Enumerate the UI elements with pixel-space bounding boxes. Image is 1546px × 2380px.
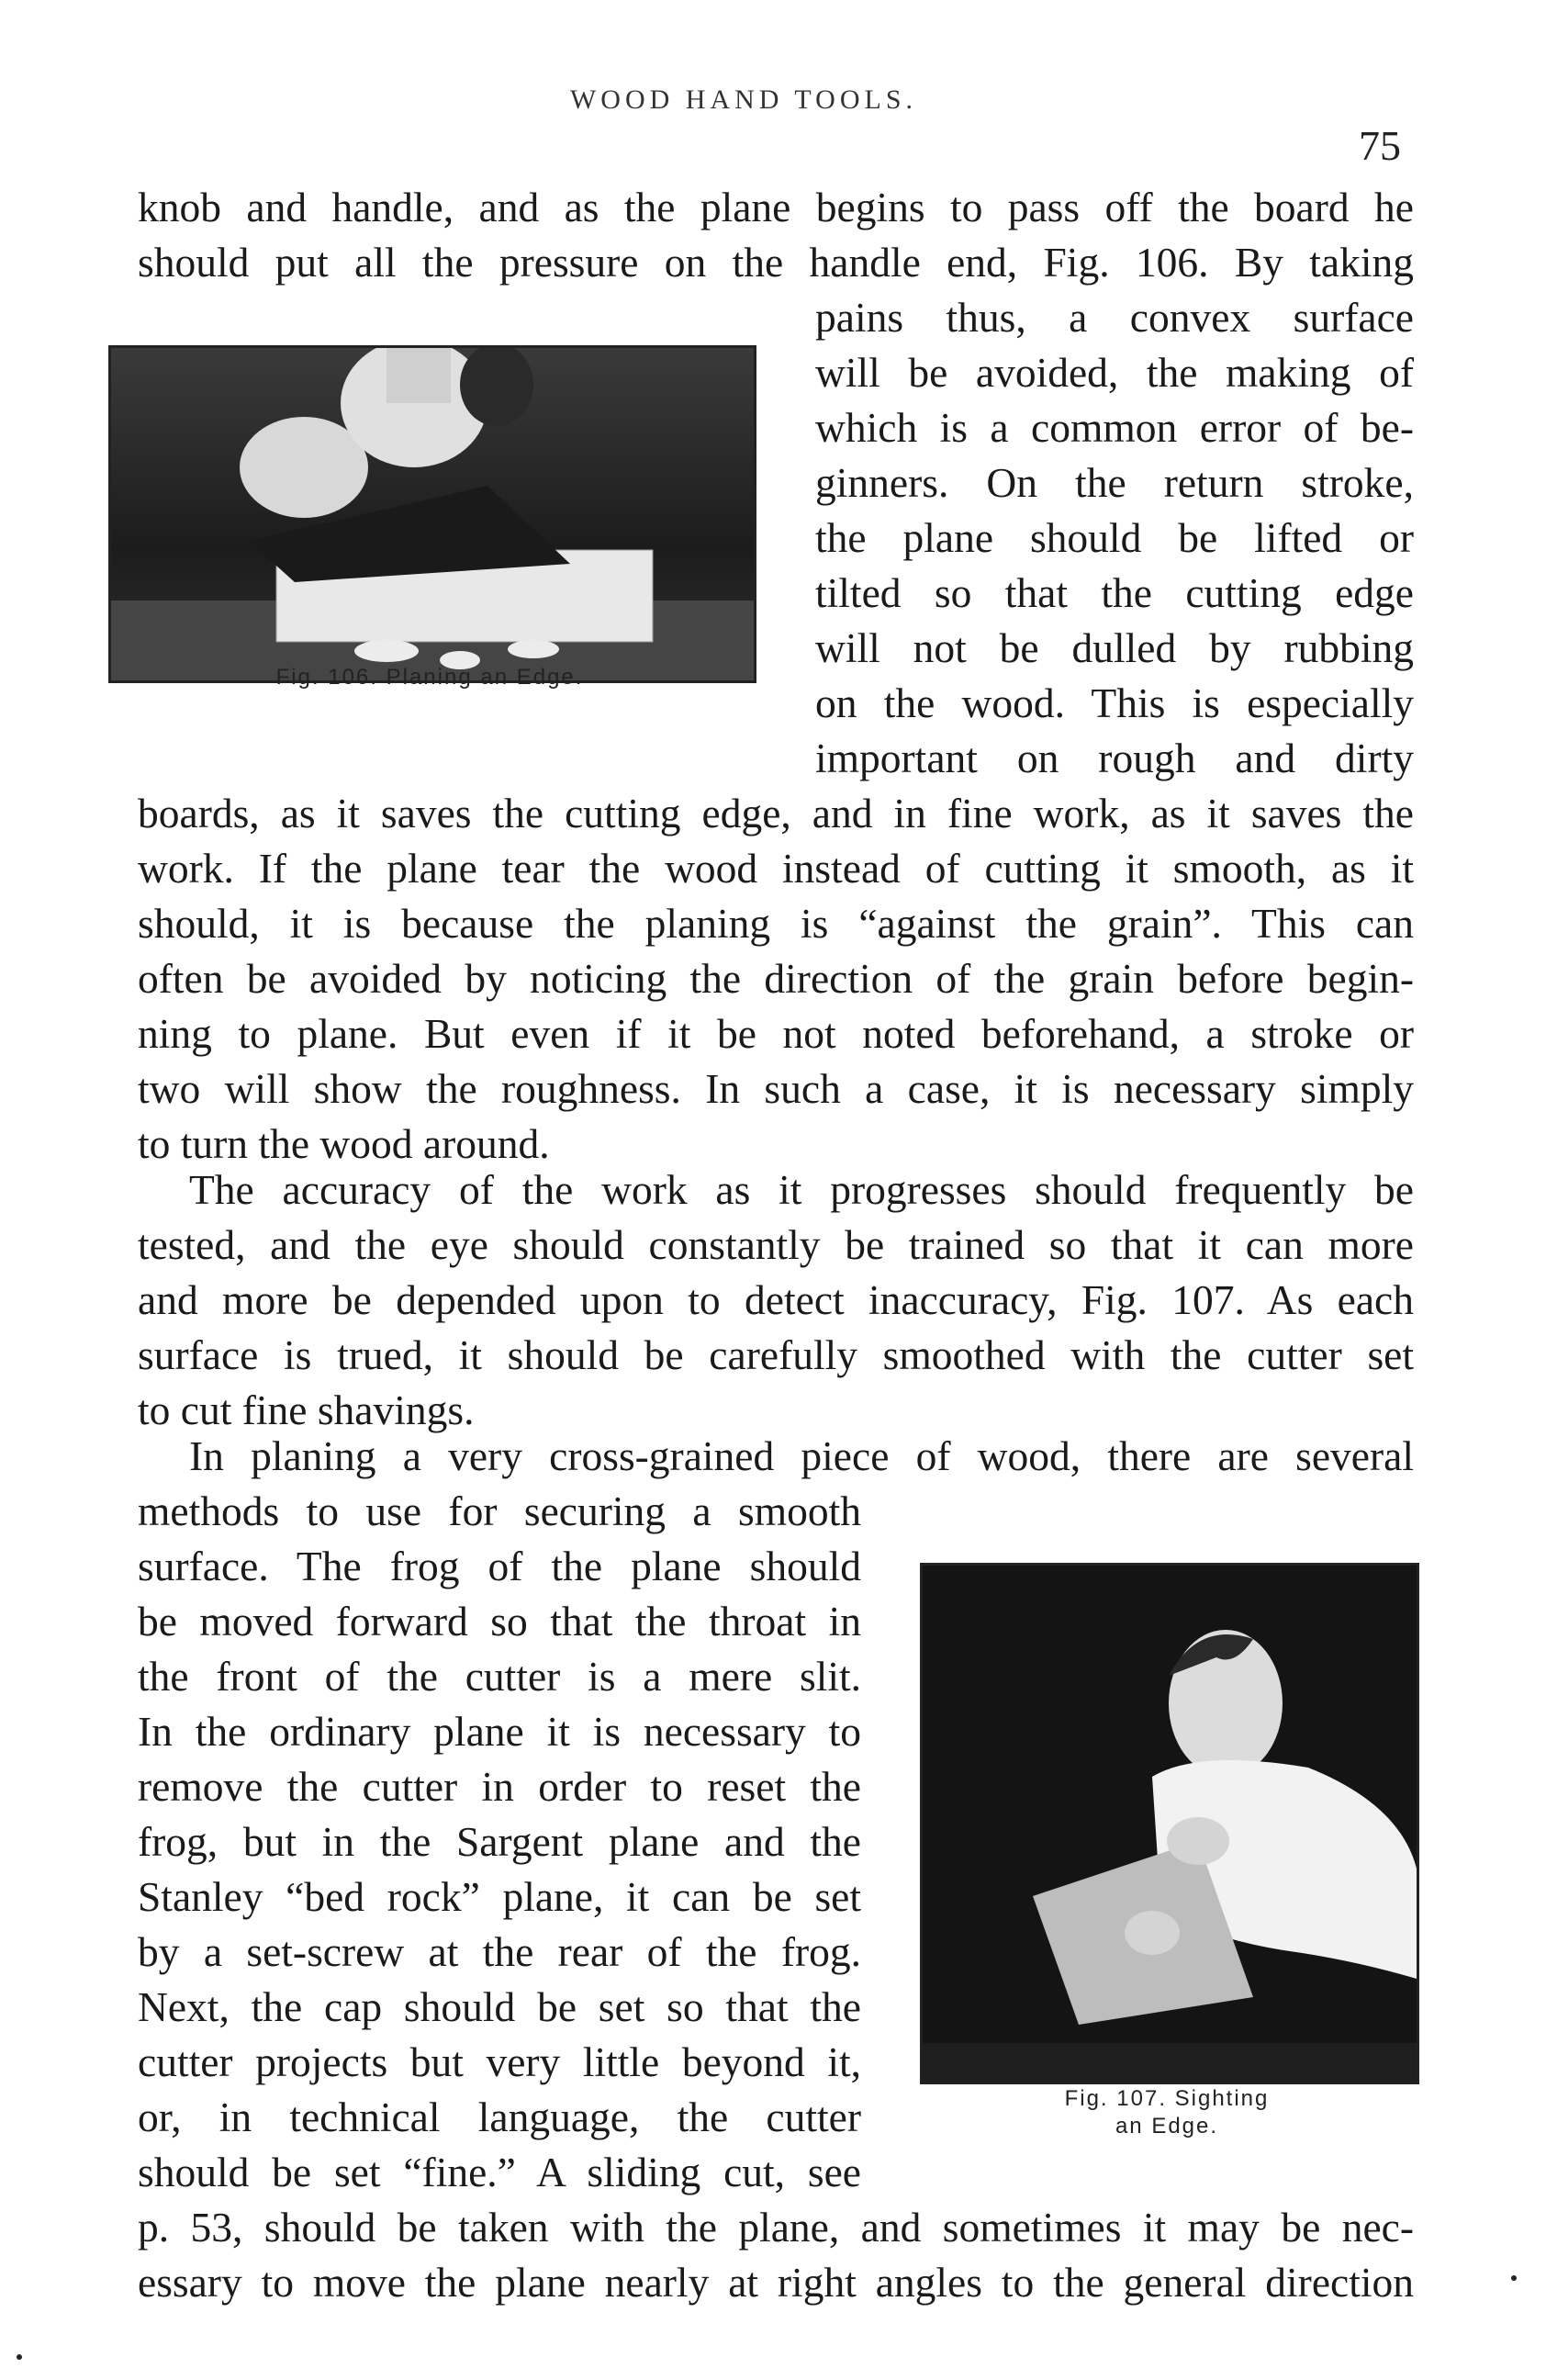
text-line: often be avoided by noticing the direction of the grain before begin- bbox=[138, 955, 1414, 1002]
stray-mark bbox=[1511, 2275, 1517, 2281]
text-line: should put all the pressure on the handle end, Fig. 106. By taking bbox=[138, 239, 1414, 286]
text-line: on the wood. This is especially bbox=[815, 679, 1414, 726]
text-line: tested, and the eye should constantly be trained so that it can more bbox=[138, 1221, 1414, 1268]
text-line: tilted so that the cutting edge bbox=[815, 569, 1414, 616]
sighting-photo-illustration bbox=[923, 1566, 1417, 2082]
planing-photo-illustration bbox=[111, 348, 754, 680]
text-line: Next, the cap should be set so that the bbox=[138, 1983, 861, 2030]
text-line: important on rough and dirty bbox=[815, 735, 1414, 781]
text-line: will not be dulled by rubbing bbox=[815, 624, 1414, 671]
text-line: The accuracy of the work as it progresses should frequently be bbox=[189, 1166, 1414, 1213]
figure-106-caption: Fig. 106. Planing an Edge. bbox=[275, 665, 584, 690]
text-line: the front of the cutter is a mere slit. bbox=[138, 1653, 861, 1700]
text-line: to cut fine shavings. bbox=[138, 1386, 475, 1433]
stray-mark bbox=[17, 2354, 22, 2360]
text-block-bottom bbox=[138, 2200, 1414, 2310]
text-line: to turn the wood around. bbox=[138, 1120, 550, 1167]
text-line: frog, but in the Sargent plane and the bbox=[138, 1818, 861, 1865]
text-line: Stanley “bed rock” plane, it can be set bbox=[138, 1873, 861, 1920]
text-line: knob and handle, and as the plane begins to pass off the board he bbox=[138, 184, 1414, 230]
text-line: In the ordinary plane it is necessary to bbox=[138, 1708, 861, 1755]
text-block-para1-rest bbox=[138, 786, 1414, 1172]
text-line: which is a common error of be- bbox=[815, 404, 1414, 451]
text-line: surface. The frog of the plane should bbox=[138, 1543, 861, 1589]
figure-106-photo bbox=[108, 345, 756, 683]
text-line: In planing a very cross-grained piece of wood, there are several bbox=[189, 1432, 1414, 1479]
text-line: boards, as it saves the cutting edge, and in fine work, as it saves the bbox=[138, 790, 1414, 836]
text-line: or, in technical language, the cutter bbox=[138, 2094, 861, 2140]
text-line: methods to use for securing a smooth bbox=[138, 1488, 861, 1534]
text-line: the plane should be lifted or bbox=[815, 514, 1414, 561]
running-head: WOOD HAND TOOLS. bbox=[569, 84, 918, 115]
text-line: surface is trued, it should be carefully smoothed with the cutter set bbox=[138, 1331, 1414, 1378]
text-block-top bbox=[138, 180, 1414, 290]
text-line: work. If the plane tear the wood instead of cutting it smooth, as it bbox=[138, 845, 1414, 892]
figure-107-photo bbox=[920, 1563, 1419, 2084]
text-line: essary to move the plane nearly at right angles to the general direction bbox=[138, 2259, 1414, 2306]
text-block-para3-start bbox=[138, 1429, 1414, 1484]
text-line: ginners. On the return stroke, bbox=[815, 459, 1414, 506]
text-line: remove the cutter in order to reset the bbox=[138, 1763, 861, 1810]
text-block-para2 bbox=[138, 1162, 1414, 1438]
figure-107-caption-line2: an Edge. bbox=[1115, 2114, 1219, 2139]
text-line: p. 53, should be taken with the plane, and sometimes it may be nec- bbox=[138, 2204, 1414, 2251]
text-line: will be avoided, the making of bbox=[815, 349, 1414, 396]
text-line: ning to plane. But even if it be not noted beforehand, a stroke or bbox=[138, 1010, 1414, 1057]
text-line: by a set-screw at the rear of the frog. bbox=[138, 1928, 861, 1975]
figure-107-caption-line1: Fig. 107. Sighting bbox=[1064, 2086, 1270, 2111]
page-number: 75 bbox=[1359, 122, 1401, 169]
text-block-beside-fig107 bbox=[138, 1484, 861, 2200]
text-line: be moved forward so that the throat in bbox=[138, 1598, 861, 1645]
text-line: should, it is because the planing is “against the grain”. This can bbox=[138, 900, 1414, 947]
text-line: two will show the roughness. In such a case, it is necessary simply bbox=[138, 1065, 1414, 1112]
text-block-beside-fig106 bbox=[815, 290, 1414, 786]
text-line: and more be depended upon to detect inaccuracy, Fig. 107. As each bbox=[138, 1276, 1414, 1323]
text-line: should be set “fine.” A sliding cut, see bbox=[138, 2149, 861, 2195]
text-line: cutter projects but very little beyond it, bbox=[138, 2038, 861, 2085]
text-line: pains thus, a convex surface bbox=[815, 294, 1414, 341]
